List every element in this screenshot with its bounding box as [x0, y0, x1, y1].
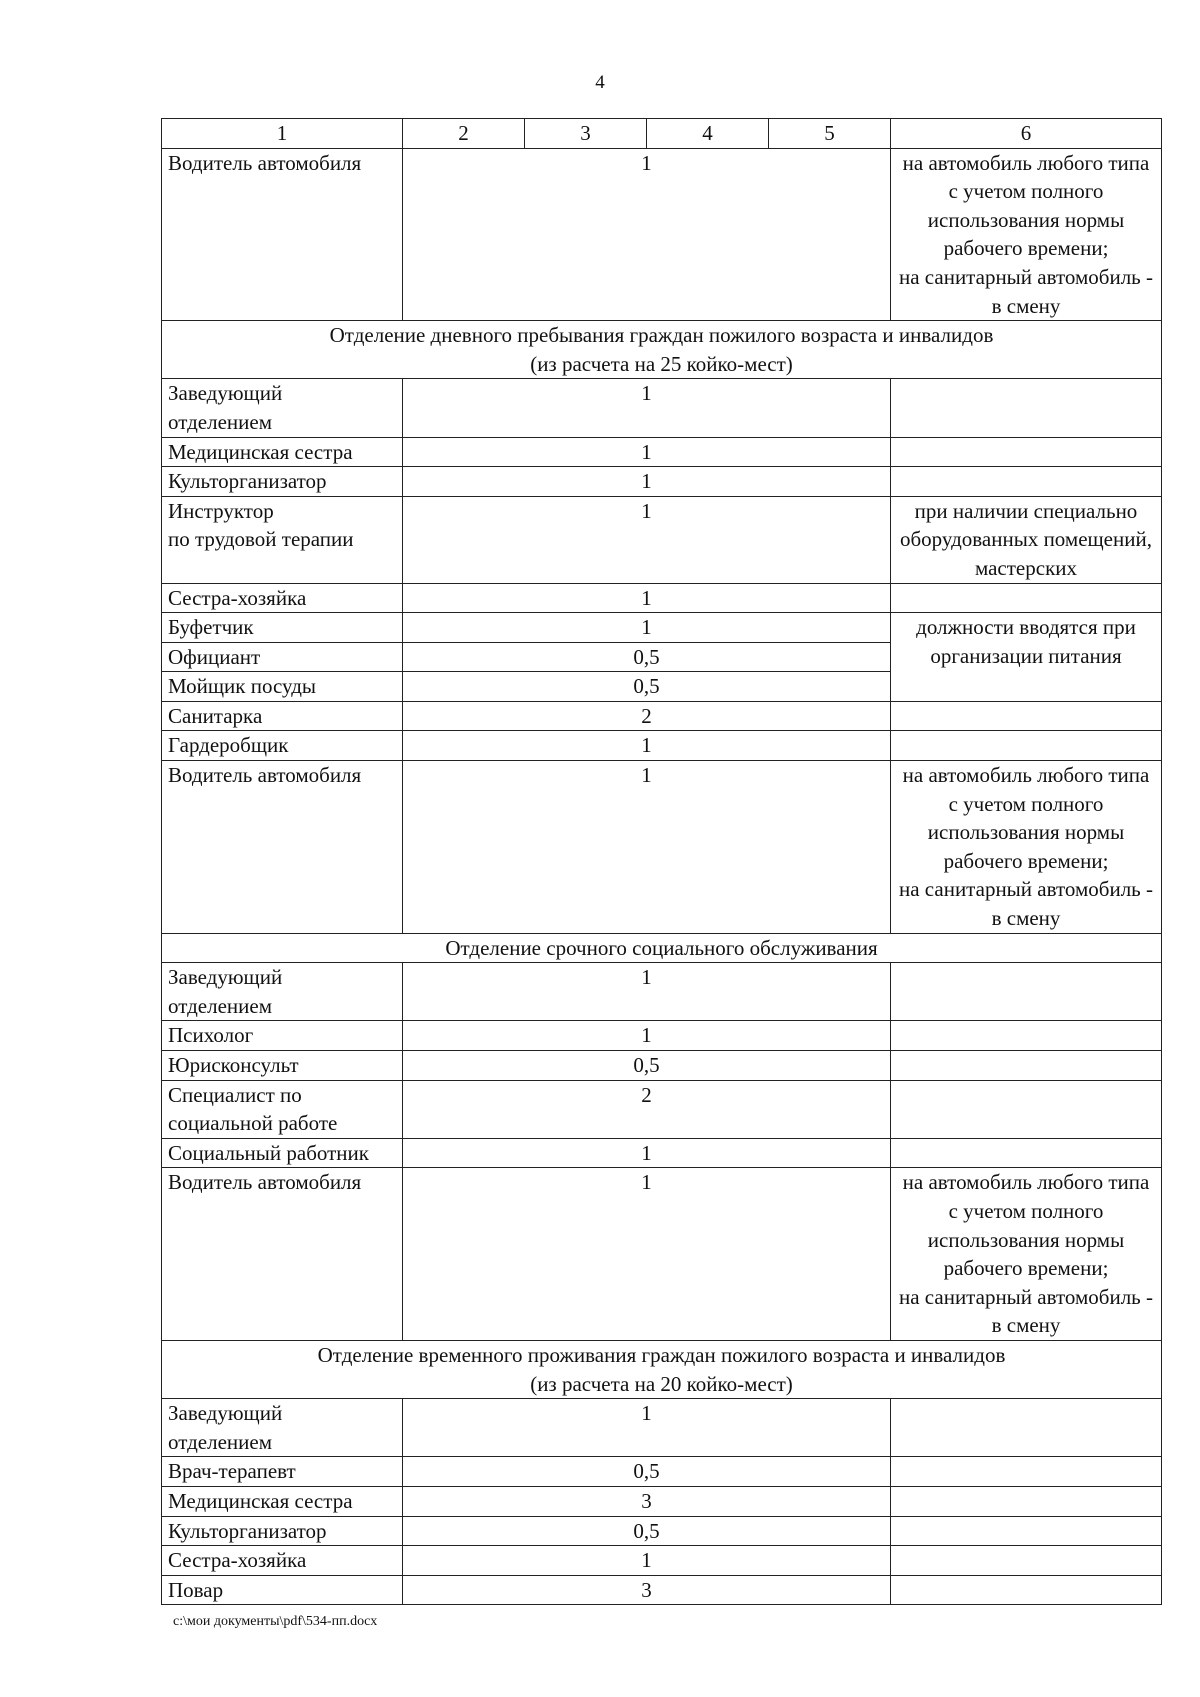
- staff-count-cell: 1: [403, 731, 891, 761]
- staff-count-cell: 1: [403, 1138, 891, 1168]
- note-cell: [891, 1575, 1162, 1605]
- table-row: [162, 1399, 1162, 1457]
- note-cell: должности вводятся при организации питания: [891, 613, 1162, 702]
- note-cell: [891, 379, 1162, 437]
- staff-count-cell: 1: [403, 496, 891, 583]
- position-cell: Психолог: [162, 1021, 403, 1051]
- section-title: Отделение дневного пребывания граждан пожилого возраста и инвалидов (из расчета на 25 койко-мест): [162, 321, 1162, 379]
- position-cell: Гардеробщик: [162, 731, 403, 761]
- table-row: [162, 1051, 1162, 1081]
- section-title: Отделение срочного социального обслуживания: [162, 933, 1162, 963]
- table-row: [162, 701, 1162, 731]
- staffing-table: [161, 118, 1162, 1605]
- table-row: [162, 1575, 1162, 1605]
- staff-count-cell: 3: [403, 1486, 891, 1516]
- note-cell: [891, 731, 1162, 761]
- section-header-row: [162, 933, 1162, 963]
- position-cell: Медицинская сестра: [162, 1486, 403, 1516]
- table-row: [162, 761, 1162, 934]
- staff-count-cell: 0,5: [403, 642, 891, 672]
- file-path-footer: c:\мои документы\pdf\534-пп.docx: [173, 1614, 378, 1629]
- table-row: [162, 731, 1162, 761]
- table-row: [162, 148, 1162, 321]
- table-row: [162, 1080, 1162, 1138]
- table-row: [162, 583, 1162, 613]
- note-cell: [891, 1516, 1162, 1546]
- note-cell: [891, 1021, 1162, 1051]
- staff-count-cell: 1: [403, 148, 891, 321]
- table-row: [162, 1546, 1162, 1576]
- position-cell: Культорганизатор: [162, 467, 403, 497]
- page-number: 4: [595, 72, 605, 93]
- section-title: Отделение временного проживания граждан пожилого возраста и инвалидов (из расчета на 20 койко-мест): [162, 1340, 1162, 1398]
- table-row: [162, 1457, 1162, 1487]
- table-row: [162, 437, 1162, 467]
- header-cell: 5: [769, 119, 891, 149]
- table-row: [162, 613, 1162, 643]
- table-row: [162, 1168, 1162, 1341]
- table-row: [162, 1138, 1162, 1168]
- staff-count-cell: 1: [403, 1546, 891, 1576]
- table-row: [162, 1021, 1162, 1051]
- position-cell: Сестра-хозяйка: [162, 1546, 403, 1576]
- position-cell: Медицинская сестра: [162, 437, 403, 467]
- position-cell: Социальный работник: [162, 1138, 403, 1168]
- table-row: [162, 379, 1162, 437]
- position-cell: Культорганизатор: [162, 1516, 403, 1546]
- note-cell: на автомобиль любого типа с учетом полного использования нормы рабочего времени; на санитарный автомобиль - в смену: [891, 761, 1162, 934]
- note-cell: [891, 1051, 1162, 1081]
- note-cell: [891, 1457, 1162, 1487]
- table-row: [162, 496, 1162, 583]
- staff-count-cell: 3: [403, 1575, 891, 1605]
- note-cell: [891, 1486, 1162, 1516]
- header-cell: 3: [525, 119, 647, 149]
- header-cell: 2: [403, 119, 525, 149]
- position-cell: Мойщик посуды: [162, 672, 403, 702]
- header-cell: 6: [891, 119, 1162, 149]
- table-row: [162, 963, 1162, 1021]
- table-row: [162, 467, 1162, 497]
- position-cell: Специалист по социальной работе: [162, 1080, 403, 1138]
- note-cell: [891, 1399, 1162, 1457]
- position-cell: Заведующий отделением: [162, 1399, 403, 1457]
- note-cell: [891, 701, 1162, 731]
- section-header-row: [162, 1340, 1162, 1398]
- staff-count-cell: 1: [403, 379, 891, 437]
- position-cell: Водитель автомобиля: [162, 761, 403, 934]
- note-cell: [891, 1138, 1162, 1168]
- staff-count-cell: 0,5: [403, 1457, 891, 1487]
- position-cell: Официант: [162, 642, 403, 672]
- note-cell: [891, 437, 1162, 467]
- position-cell: Врач-терапевт: [162, 1457, 403, 1487]
- position-cell: Заведующий отделением: [162, 963, 403, 1021]
- staff-count-cell: 2: [403, 1080, 891, 1138]
- staff-count-cell: 0,5: [403, 672, 891, 702]
- staff-count-cell: 1: [403, 467, 891, 497]
- section-header-row: [162, 321, 1162, 379]
- staff-count-cell: 1: [403, 1399, 891, 1457]
- note-cell: [891, 1080, 1162, 1138]
- staff-count-cell: 1: [403, 437, 891, 467]
- staff-count-cell: 1: [403, 761, 891, 934]
- header-cell: 1: [162, 119, 403, 149]
- position-cell: Санитарка: [162, 701, 403, 731]
- note-cell: на автомобиль любого типа с учетом полного использования нормы рабочего времени; на санитарный автомобиль - в смену: [891, 1168, 1162, 1341]
- position-cell: Водитель автомобиля: [162, 1168, 403, 1341]
- staff-count-cell: 0,5: [403, 1516, 891, 1546]
- staff-count-cell: 1: [403, 583, 891, 613]
- staff-count-cell: 1: [403, 613, 891, 643]
- note-cell: на автомобиль любого типа с учетом полного использования нормы рабочего времени; на санитарный автомобиль - в смену: [891, 148, 1162, 321]
- position-cell: Юрисконсульт: [162, 1051, 403, 1081]
- table-header-row: [162, 119, 1162, 149]
- position-cell: Водитель автомобиля: [162, 148, 403, 321]
- header-cell: 4: [647, 119, 769, 149]
- note-cell: [891, 583, 1162, 613]
- staff-count-cell: 1: [403, 1168, 891, 1341]
- staff-count-cell: 2: [403, 701, 891, 731]
- position-cell: Инструктор по трудовой терапии: [162, 496, 403, 583]
- position-cell: Буфетчик: [162, 613, 403, 643]
- note-cell: [891, 963, 1162, 1021]
- table-row: [162, 1516, 1162, 1546]
- position-cell: Сестра-хозяйка: [162, 583, 403, 613]
- position-cell: Повар: [162, 1575, 403, 1605]
- table-row: [162, 1486, 1162, 1516]
- position-cell: Заведующий отделением: [162, 379, 403, 437]
- staff-count-cell: 0,5: [403, 1051, 891, 1081]
- note-cell: [891, 1546, 1162, 1576]
- staff-count-cell: 1: [403, 1021, 891, 1051]
- note-cell: [891, 467, 1162, 497]
- note-cell: при наличии специально оборудованных помещений, мастерских: [891, 496, 1162, 583]
- staff-count-cell: 1: [403, 963, 891, 1021]
